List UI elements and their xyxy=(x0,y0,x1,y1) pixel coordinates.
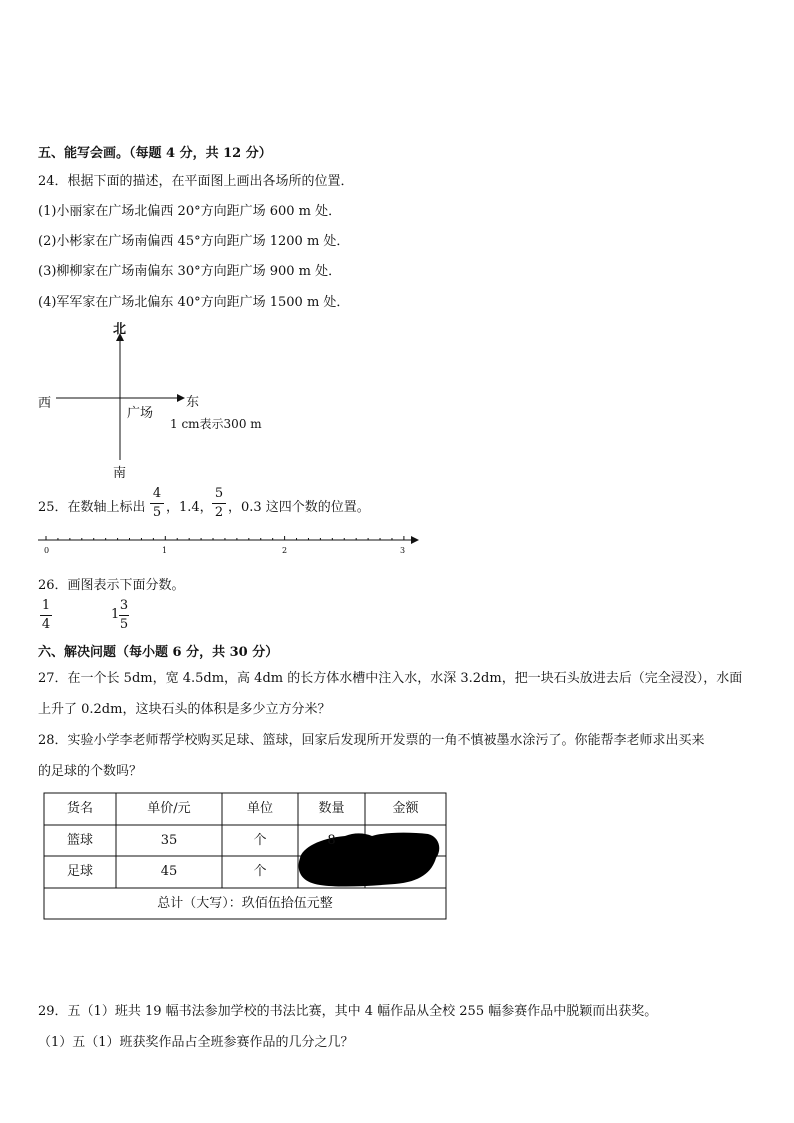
north-label: 北 xyxy=(113,322,127,337)
question-28-line-1: 28．实验小学李老师帮学校购买足球、篮球，回家后发现所开发票的一角不慎被墨水涂污了。你能帮李老师求出买来 xyxy=(38,733,705,748)
question-24-item-1: (1)小丽家在广场北偏西 20°方向距广场 600 m 处． xyxy=(38,204,342,219)
fraction-denominator: 2 xyxy=(214,505,224,520)
mixed-number-whole: 1 xyxy=(111,607,120,622)
south-label: 南 xyxy=(113,466,127,481)
question-24-item-3: (3)柳柳家在广场南偏东 30°方向距广场 900 m 处． xyxy=(38,264,342,279)
question-27-line-2: 上升了 0.2dm，这块石头的体积是多少立方分米？ xyxy=(38,702,331,717)
scale-label: 1 cm表示300 m xyxy=(170,417,262,431)
fraction-numerator: 3 xyxy=(119,598,129,613)
axis-label-1: 1 xyxy=(162,546,168,555)
table-header-unit: 单位 xyxy=(246,801,273,816)
fraction-numerator: 5 xyxy=(214,486,224,501)
fraction-denominator: 5 xyxy=(152,505,162,520)
axis-label-0: 0 xyxy=(44,546,50,555)
axis-label-3: 3 xyxy=(400,546,406,555)
fraction-numerator: 4 xyxy=(152,486,162,501)
plaza-label: 广场 xyxy=(127,406,154,421)
question-24-item-2: (2)小彬家在广场南偏西 45°方向距广场 1200 m 处． xyxy=(38,234,350,249)
axis-label-2: 2 xyxy=(282,546,288,555)
fraction-numerator: 1 xyxy=(41,598,51,613)
east-label: 东 xyxy=(186,395,200,410)
question-26-prompt: 26．画图表示下面分数。 xyxy=(38,578,185,593)
table-total-row: 总计（大写）：玖佰伍拾伍元整 xyxy=(157,896,333,911)
question-27-line-1: 27．在一个长 5dm，宽 4.5dm，高 4dm 的长方体水槽中注入水，水深 3.2dm，把一块石头放进去后（完全浸没），水面 xyxy=(38,671,743,686)
west-label: 西 xyxy=(38,396,52,411)
table-header-quantity: 数量 xyxy=(318,801,345,816)
table-cell-basketball-price: 35 xyxy=(160,833,178,848)
question-29-line-1: 29．五（1）班共 19 幅书法参加学校的书法比赛，其中 4 幅作品从全校 255 幅参赛作品中脱颖而出获奖。 xyxy=(38,1004,658,1019)
question-28-line-2: 的足球的个数吗？ xyxy=(38,764,143,779)
table-cell-football-price: 45 xyxy=(160,864,178,879)
table-header-item: 货名 xyxy=(66,801,93,816)
table-header-amount: 金额 xyxy=(392,801,419,816)
fraction-denominator: 4 xyxy=(41,617,51,632)
question-25-prompt-start: 25．在数轴上标出 xyxy=(38,500,146,515)
table-cell-football-name: 足球 xyxy=(66,864,93,879)
table-cell-basketball-quantity: 8 xyxy=(327,833,336,848)
table-cell-football-unit: 个 xyxy=(253,864,267,879)
question-29-sub-1: （1）五（1）班获奖作品占全班参赛作品的几分之几？ xyxy=(38,1035,354,1050)
table-cell-basketball-name: 篮球 xyxy=(66,833,93,848)
question-24-prompt: 24．根据下面的描述，在平面图上画出各场所的位置． xyxy=(38,174,354,189)
fraction-denominator: 5 xyxy=(119,617,129,632)
question-25-prompt-middle: ，1.4， xyxy=(166,500,213,515)
table-header-unit-price: 单价/元 xyxy=(147,801,191,816)
question-25-prompt-end: ，0.3 这四个数的位置。 xyxy=(228,500,370,515)
section-six-heading: 六、解决问题（每小题 6 分，共 30 分） xyxy=(38,645,279,660)
table-cell-basketball-unit: 个 xyxy=(253,833,267,848)
question-24-item-4: (4)军军家在广场北偏东 40°方向距广场 1500 m 处． xyxy=(38,295,350,310)
section-five-heading: 五、能写会画。（每题 4 分，共 12 分） xyxy=(38,146,272,161)
